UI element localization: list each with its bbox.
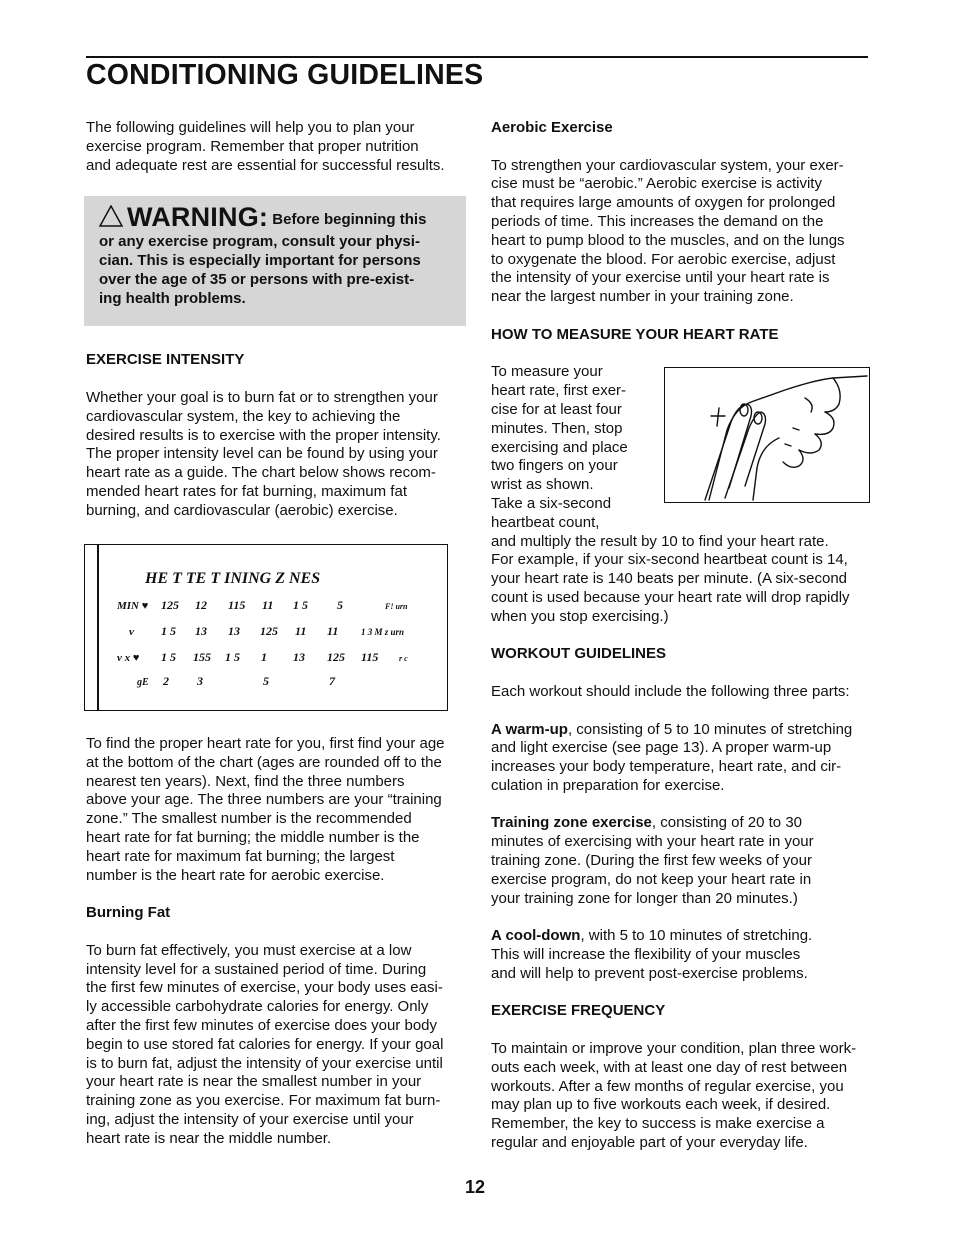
chart-cell: 1 5	[293, 598, 308, 612]
workout-intro: Each workout should include the following three parts:	[491, 682, 850, 700]
chart-row-prefix: v x ♥	[117, 652, 140, 664]
chart-cell: 3	[197, 674, 203, 688]
chart-row-prefix: MIN ♥	[117, 600, 149, 612]
frequency-paragraph: To maintain or improve your condition, plan three work- outs each week, with at least one day of rest between workouts. After a few months of regular exercise, you may plan up to five workouts each week, if desired. Remember, the key to success is make exercise a regular and enjoyable part of your everyday life.	[491, 1040, 857, 1152]
chart-cell: 125	[260, 624, 278, 638]
measure-heading: HOW TO MEASURE YOUR HEART RATE	[491, 325, 779, 343]
chart-cell: 5	[263, 674, 269, 688]
chart-cell: 13	[228, 624, 240, 638]
left-column-lower	[86, 735, 466, 1149]
chart-cell: 125	[161, 598, 179, 612]
chart-cell: 1	[261, 650, 267, 664]
right-column	[491, 119, 871, 1153]
chart-cell: 13	[195, 624, 207, 638]
page-number: 12	[465, 1177, 486, 1197]
exercise-intensity-heading: EXERCISE INTENSITY	[86, 351, 245, 369]
chart-cell: 11	[262, 598, 274, 612]
frequency-heading: EXERCISE FREQUENCY	[491, 1002, 666, 1020]
chart-svg	[85, 545, 447, 710]
chart-row-suffix: F! urn	[385, 602, 408, 611]
workout-heading: WORKOUT GUIDELINES	[491, 645, 666, 663]
intro-paragraph: The following guidelines will help you to plan your exercise program. Remember that proper nutrition and adequate rest are essential for successful results.	[86, 119, 445, 174]
aerobic-heading: Aerobic Exercise	[491, 119, 613, 136]
chart-row-suffix: 1 3 M z urn	[361, 627, 405, 637]
left-column	[86, 119, 466, 521]
find-rate-paragraph: To find the proper heart rate for you, first find your age at the bottom of the chart (ages are rounded off to the nearest ten years). Next, find the three numbers above your age. The three numbers are your “training zone.” The smallest number is the recommended heart rate for fat burning; the middle number is the heart rate for maximum fat burning; the largest number is the heart rate for aerobic exercise.	[86, 735, 445, 884]
chart-cell: 115	[361, 650, 379, 664]
chart-cell: 155	[193, 650, 211, 664]
warning-label: WARNING:	[127, 202, 269, 233]
measure-paragraph: To measure your heart rate, first exer- cise for at least four minutes. Then, stop exercising and place two fingers on your wrist as shown. Take a six-second heartbeat count, and multiply the result by 10 to find your heart rate. For example, if your six-second heartbeat count is 14, your heart rate is 140 beats per minute. (A six-second count is used because your heart rate will drop rapidly when you stop exercising.)	[491, 363, 850, 625]
warning-triangle-icon	[99, 205, 123, 233]
page-title: CONDITIONING GUIDELINES	[86, 59, 484, 91]
chart-cell: 7	[329, 674, 335, 688]
wrist-pulse-hand-icon	[664, 367, 870, 503]
chart-cell: 1 5	[161, 650, 176, 664]
exercise-intensity-paragraph: Whether your goal is to burn fat or to strengthen your cardiovascular system, the key to achieving the desired results is to exercise with the proper intensity. The proper intensity level can be found by using your heart rate as a guide. The chart below shows recom- mended heart rates for fat burning, maximum fat burning, and cardiovascular (aerobic) exercise.	[86, 388, 441, 519]
chart-cell: 12	[195, 598, 207, 612]
cooldown-paragraph: A cool-down, with 5 to 10 minutes of stretching. This will increase the flexibility of your muscles and will help to prevent post-exercise problems.	[491, 927, 813, 982]
chart-cell: 13	[293, 650, 305, 664]
training-zone-chart	[84, 544, 448, 711]
training-zone-paragraph: Training zone exercise, consisting of 20 to 30 minutes of exercising with your heart rate in your training zone. (During the first few weeks of your exercise program, do not keep your heart rate in your training zone for longer than 20 minutes.)	[491, 814, 814, 907]
chart-cell: 1 5	[225, 650, 240, 664]
chart-row-suffix: r c	[399, 654, 408, 663]
chart-cell: 11	[295, 624, 307, 638]
chart-cell: 5	[337, 598, 343, 612]
aerobic-paragraph: To strengthen your cardiovascular system, your exer- cise must be “aerobic.” Aerobic exercise is activity that requires large amounts of oxygen for prolonged periods of time. This increases the demand on the heart to pump blood to the muscles, and on the lungs to oxygenate the blood. For aerobic exercise, adjust the intensity of your exercise until your heart rate is near the largest number in your training zone.	[491, 156, 845, 306]
chart-cell: 115	[228, 598, 246, 612]
chart-cell: 125	[327, 650, 345, 664]
top-rule	[86, 56, 868, 58]
burning-fat-heading: Burning Fat	[86, 904, 171, 922]
warmup-paragraph: A warm-up, consisting of 5 to 10 minutes of stretching and light exercise (see page 13). A proper warm-up increases your body temperature, heart rate, and cir- culation in preparation for exercise.	[491, 720, 853, 794]
chart-cell: 2	[163, 674, 169, 688]
warning-box: WARNING: Before beginning this or any exercise program, consult your physi- cian. This is especially important for persons over the age of 35 or persons with pre-exist- ing health problems.	[84, 196, 466, 326]
chart-row-prefix: v	[129, 626, 134, 638]
chart-cell: 1 5	[161, 624, 176, 638]
chart-title: HE T TE T INING Z NES	[145, 570, 321, 587]
chart-cell: 11	[327, 624, 339, 638]
chart-row-prefix: gE	[137, 677, 149, 688]
burning-fat-paragraph: To burn fat effectively, you must exercise at a low intensity level for a sustained period of time. During the first few minutes of exercise, your body uses easi- ly accessible carbohydrate calories for energy. Only after the first few minutes of exercise does your body begin to use stored fat calories for energy. If your goal is to burn fat, adjust the intensity of your exercise until your heart rate is near the smallest number in your training zone as you exercise. For maximum fat burn- ing, adjust the intensity of your exercise until your heart rate is near the middle number.	[86, 941, 444, 1147]
